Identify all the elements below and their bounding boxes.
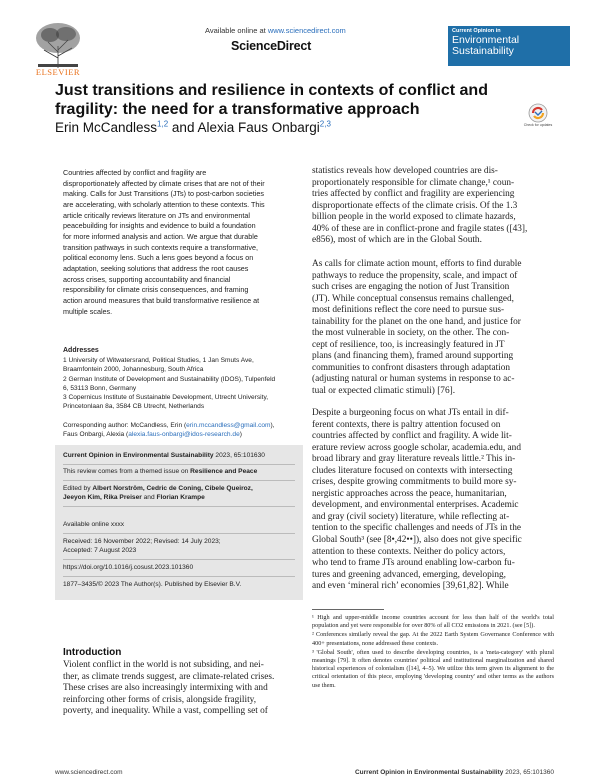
footer-url[interactable]: www.sciencedirect.com (55, 769, 123, 776)
introduction-body (63, 660, 303, 718)
journal-banner[interactable] (448, 26, 570, 66)
body-line: poverty, and inequality. While a vast, compelling set of (63, 706, 268, 717)
divider (63, 533, 295, 534)
author-line: Erin McCandless$^{1,2}$ and Alexia Faus Onbargi$^{2,3}$ (55, 119, 331, 135)
article-title: Just transitions and resilience in contexts of conflict and fragility: the need for a transformative approach (55, 82, 488, 118)
doi-link[interactable]: https://doi.org/10.1016/j.cosust.2023.101360 (63, 564, 194, 571)
article-info-box (55, 445, 303, 600)
email-link[interactable]: alexia.faus-onbargi@idos-research.de (128, 431, 240, 439)
body-line: Despite a burgeoning focus on what JTs entail in dif- (312, 408, 509, 418)
body-line: reinforcing other forms of crisis, alongside fragility, (63, 694, 257, 705)
abstract (63, 168, 303, 317)
addresses-heading: Addresses (63, 347, 99, 354)
footnote: ³ 'Global South', often used to describe developing countries, is a 'meta-category' with plural meanings [79]. It often denotes countries' political and institutional marginalization and shared historical experiences of colonialism ([14], 4–5). We utilize this term given its alignment to the critical orientation of this piece, employing 'developing country' and other terms as the authors use them. (312, 648, 554, 689)
body-line: These crises are also increasingly intermixing with and (63, 683, 268, 694)
body-line: crises, despite growing commitments to build more sy- (312, 477, 517, 488)
abstract-line: disproportionately affected by climate crises that are not of their (63, 178, 265, 188)
body-paragraph-1 (312, 166, 554, 247)
body-line: erature review across google scholar, academia.edu, and (312, 442, 521, 453)
address-line: Princetonlaan 8a, 3584 CB Utrecht, Netherlands (63, 403, 205, 411)
footnote-divider (312, 609, 384, 610)
body-paragraph-3 (312, 408, 554, 593)
available-online-date: Available online xxxx (63, 521, 125, 528)
body-line: plans (and financing them), framed around supporting (312, 351, 514, 362)
author-name: Alexia Faus Onbargi (197, 120, 320, 135)
body-line: As calls for climate action mount, efforts to find durable (312, 259, 522, 269)
body-line: billion people in the world exposed to climate hazards, (312, 212, 516, 223)
author-affiliation-sup[interactable]: 1,2 (157, 119, 169, 129)
body-line: and gray (civil society) literature, while reflecting at- (312, 511, 510, 522)
author-name: Erin McCandless (55, 120, 158, 135)
divider (63, 480, 295, 481)
body-line: cept of resilience, too, is increasingly featured in JT (312, 339, 505, 350)
abstract-line: responsibility for climate crisis consequences, and framing (63, 285, 249, 295)
body-line: 40% of these are in conflict-prone and fragile states ([43], (312, 223, 528, 234)
body-line: tention to the specific challenges and needs of JTs in the (312, 523, 521, 534)
divider (63, 506, 295, 507)
address-line: 1 University of Witwatersrand, Political Studies, 1 Jan Smuts Ave, (63, 357, 254, 364)
abstract-line: article critically reviews literature on JTs and environmental (63, 210, 250, 220)
body-line: (JT). While conceptual consensus remains challenged, (312, 293, 514, 304)
abstract-line: political economy lens. Such a lens goes beyond a focus on (63, 253, 254, 263)
abstract-line: Countries affected by conflict and fragility are (63, 168, 207, 177)
copyright-line: 1877–3435/© 2023 The Author(s). Published by Elsevier B.V. (63, 581, 242, 588)
check-for-updates-label: Check for updates (523, 123, 553, 127)
journal-reference: Current Opinion in Environmental Sustainability 2023, 65:101630 (63, 452, 265, 459)
footnote: ¹ High and upper-middle income countries account for less than half of the world's total population and yet were responsible for over 80% of all CO2 emissions in 2021. (see [5]). (312, 614, 554, 630)
address-line: 2 German Institute of Development and Sustainability (IDOS), Tulpenfeld (63, 375, 276, 383)
divider (63, 464, 295, 465)
body-line: e856), most of which are in the Global South. (312, 235, 482, 246)
body-line: such crises are engaging the notion of Just Transition (312, 282, 510, 293)
abstract-line: for more informed analysis and action. We argue that durable (63, 231, 258, 241)
body-line: (adjusting natural or human systems in response to ac- (312, 374, 515, 385)
sciencedirect-logo-text: ScienceDirect (231, 39, 312, 53)
author-affiliation-sup[interactable]: 2,3 (319, 119, 331, 129)
corresponding-author: Corresponding author: McCandless, Erin (erin.mccandless@gmail.com), Faus Onbargi, Alexia (alexia.faus-onbargi@idos-research.de) (63, 422, 275, 439)
body-line: the most vulnerable in society, on the other. The con- (312, 328, 510, 339)
body-line: disproportionate effects of the climate crisis. Of the 1.3 (312, 200, 518, 211)
themed-issue-line: This review comes from a themed issue on Resilience and Peace (63, 468, 258, 475)
body-line: tual or expected climatic stimuli) [76]. (312, 386, 456, 397)
editors-line: Jeeyon Kim, Rika Preiser and Florian Krampe (63, 494, 205, 501)
footnote: ² Conferences similarly reveal the gap. At the 2022 Earth System Governance Conference with 400+ presentations, none addressed these contexts. (312, 631, 554, 647)
body-line: nergistic approaches across the peace, humanitarian, (312, 488, 507, 499)
body-line: tures and greening advanced, emerging, developing, (312, 569, 506, 580)
abstract-line: adaptation, seeking solutions that address the root causes (63, 263, 249, 273)
elsevier-tree-logo (30, 20, 86, 70)
address-line: 3 Copernicus Institute of Sustainable Development, Utrecht University, (63, 394, 269, 402)
body-line: tries affected by conflict and fragility are experiencing (312, 189, 515, 200)
sciencedirect-url-link[interactable]: www.sciencedirect.com (267, 26, 346, 35)
body-line: attention to these contexts. Neither do policy actors, (312, 546, 506, 557)
available-online-line: Available online at www.sciencedirect.com (205, 26, 346, 35)
journal-banner-subtitle: Current Opinion in (452, 28, 501, 34)
abstract-line: are accelerating, with scholarly attention to these contexts. This (63, 199, 265, 209)
footer-journal-reference: Current Opinion in Environmental Sustainability 2023, 65:101360 (354, 769, 554, 776)
abstract-line: across crises, supporting accountability and financial (63, 274, 231, 284)
abstract-line: transition pathways in such contexts require a transformative, (63, 242, 258, 252)
address-list (63, 356, 303, 412)
email-link[interactable]: erin.mccandless@gmail.com (186, 422, 271, 429)
body-line: ferent contexts, there is paltry attention focused on (312, 419, 501, 430)
publisher-name: ELSEVIER (35, 67, 81, 77)
body-line: statistics reveals how developed countries are dis- (312, 166, 498, 176)
body-line: ther, as climate trends suggest, are climate-related crises. (63, 671, 275, 682)
address-line: Braamfontein 2000, Johannesburg, South Africa (63, 366, 204, 374)
introduction-heading: Introduction (63, 647, 122, 658)
body-line: development, and environmental enterprises. Academic (312, 500, 519, 511)
body-line: cludes literature focused on contexts with intersecting (312, 465, 513, 476)
body-line: tainability for the planet on the one hand, and justice for (312, 316, 521, 327)
body-line: most definitions reflect the core need to pursue sus- (312, 305, 505, 316)
body-line: pathways to reduce the propensity, scale, and impact of (312, 270, 518, 281)
editors-line: Edited by Albert Norström, Cedric de Coning, Cibele Queiroz, (63, 485, 253, 492)
abstract-line: peacebuilding for insights and evidence to build a foundation (63, 221, 256, 231)
body-line: Global South³ (see [8•,42••]), also does not give specific (312, 535, 522, 546)
divider (63, 576, 295, 577)
abstract-line: multiple scales. (63, 306, 113, 316)
received-dates: Received: 16 November 2022; Revised: 14 July 2023; (63, 538, 221, 545)
abstract-line: action around measures that build transformative resilience at (63, 295, 260, 305)
body-line: Violent conflict in the world is not subsiding, and nei- (63, 660, 264, 670)
body-line: broad library and gray literature reveals little.² This in- (312, 454, 516, 465)
footnotes (312, 614, 554, 691)
body-line: proportionately responsible for climate change,¹ coun- (312, 177, 515, 188)
journal-banner-title: Environmental Sustainability (452, 34, 520, 57)
body-line: and even ‘mineral rich’ economies [39,61,82]. While (312, 581, 509, 592)
body-line: who tend to frame JTs around enabling low-carbon fu- (312, 558, 515, 569)
accepted-date: Accepted: 7 August 2023 (63, 547, 137, 554)
divider (63, 559, 295, 560)
abstract-line: making. Calls for Just Transitions (JTs) to post-carbon societies (63, 189, 264, 199)
body-line: countries affected by conflict and fragility. A wide lit- (312, 431, 512, 442)
body-line: communities to confront disasters through adaptation (312, 362, 511, 373)
address-line: 6, 53113 Bonn, Germany (63, 384, 137, 392)
body-paragraph-2 (312, 259, 554, 398)
